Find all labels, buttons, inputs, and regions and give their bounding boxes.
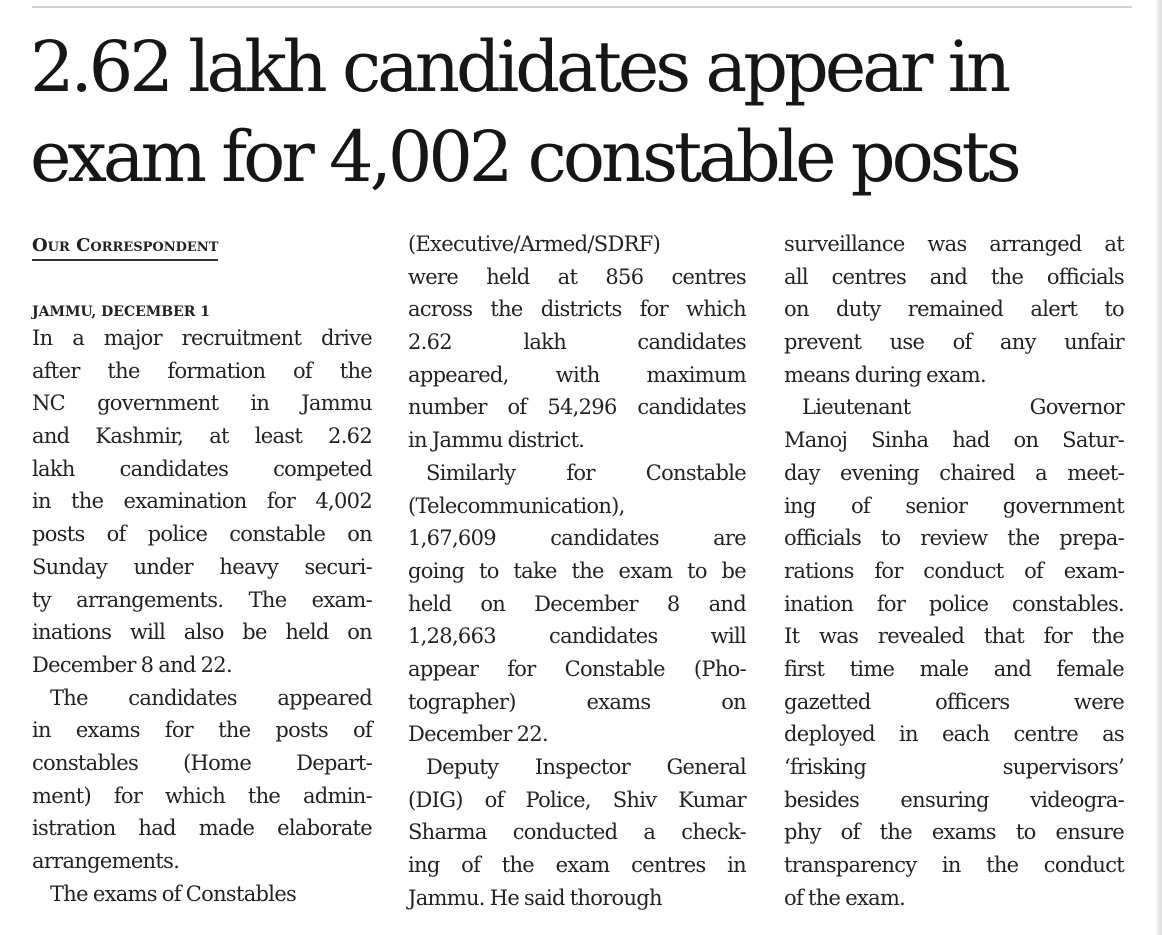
article-text-line: officials to review the prepa- bbox=[784, 526, 1124, 551]
article-text-line: across the districts for which bbox=[408, 297, 746, 322]
article-text-line: December 22. bbox=[408, 722, 548, 747]
article-text-line: 1,67,609 candidates are bbox=[408, 526, 746, 551]
article-text-line: Lieutenant Governor bbox=[802, 395, 1124, 420]
article-text-line: Jammu. He said thorough bbox=[408, 885, 662, 910]
article-text-line: and Kashmir, at least 2.62 bbox=[32, 424, 372, 449]
article-text-line: all centres and the officials bbox=[784, 264, 1124, 289]
article-column-1 bbox=[32, 228, 372, 910]
article-text-line: ment) for which the admin- bbox=[32, 783, 372, 808]
article-column-3 bbox=[784, 228, 1124, 914]
article-text-line: were held at 856 centres bbox=[408, 264, 746, 289]
article-text-line: It was revealed that for the bbox=[784, 624, 1124, 649]
article-text-line: The candidates appeared bbox=[50, 685, 372, 710]
article-text-line: arrangements. bbox=[32, 849, 180, 873]
article-text-line: appear for Constable (Pho- bbox=[408, 656, 746, 681]
article-text-line: posts of police constable on bbox=[32, 522, 372, 547]
article-text-line: constables (Home Depart- bbox=[32, 750, 372, 775]
article-text-line: in Jammu district. bbox=[408, 428, 585, 453]
article-text-line: prevent use of any unfair bbox=[784, 330, 1124, 355]
article-column-2 bbox=[408, 228, 746, 914]
article-text-line: appeared, with maximum bbox=[408, 362, 746, 387]
headline-line-1: 2.62 lakh candidates appear in bbox=[30, 26, 1008, 108]
column-1-body bbox=[32, 322, 372, 910]
article-text-line: going to take the exam to be bbox=[408, 558, 746, 583]
article-text-line: phy of the exams to ensure bbox=[784, 820, 1124, 845]
column-2-body bbox=[408, 228, 746, 914]
article-text-line: in the examination for 4,002 bbox=[32, 489, 372, 514]
article-text-line: deployed in each centre as bbox=[784, 722, 1124, 747]
article-text-line: NC government in Jammu bbox=[32, 391, 372, 416]
article-text-line: December 8 and 22. bbox=[32, 652, 232, 677]
article-text-line: ing of the exam centres in bbox=[408, 853, 746, 878]
article-text-line: Sharma conducted a check- bbox=[408, 820, 746, 845]
article-text-line: gazetted officers were bbox=[784, 689, 1124, 714]
article-text-line: tographer) exams on bbox=[408, 689, 746, 714]
article-text-line: 2.62 lakh candidates bbox=[408, 330, 746, 355]
article-text-line: Similarly for Constable bbox=[426, 460, 746, 485]
article-text-line: The exams of Constables bbox=[50, 881, 297, 906]
headline bbox=[30, 22, 1140, 202]
article-text-line: ination for police constables. bbox=[784, 591, 1124, 616]
article-text-line: Sunday under heavy securi- bbox=[32, 554, 372, 579]
article-text-line: after the formation of the bbox=[32, 358, 372, 383]
top-rule bbox=[32, 6, 1132, 8]
article-text-line: lakh candidates competed bbox=[32, 456, 372, 481]
article-text-line: means during exam. bbox=[784, 362, 986, 387]
article-text-line: (DIG) of Police, Shiv Kumar bbox=[408, 787, 746, 812]
article-text-line: day evening chaired a meet- bbox=[784, 460, 1124, 485]
article-text-line: ty arrangements. The exam- bbox=[32, 587, 372, 612]
article-text-line: Manoj Sinha had on Satur- bbox=[784, 428, 1124, 453]
article-text-line: of the exam. bbox=[784, 885, 906, 910]
article-text-line: on duty remained alert to bbox=[784, 297, 1124, 322]
headline-line-2: exam for 4,002 constable posts bbox=[30, 116, 1018, 198]
article-text-line: ‘frisking supervisors’ bbox=[784, 755, 1124, 779]
page-edge bbox=[1156, 0, 1162, 935]
byline: Our Correspondent bbox=[32, 233, 218, 261]
article-text-line: In a major recruitment drive bbox=[32, 326, 372, 350]
article-text-line: number of 54,296 candidates bbox=[408, 395, 746, 420]
article-text-line: transparency in the conduct bbox=[784, 853, 1124, 878]
article-text-line: surveillance was arranged at bbox=[784, 232, 1124, 256]
article-text-line: first time male and female bbox=[784, 656, 1124, 681]
article-text-line: ing of senior government bbox=[784, 493, 1124, 518]
article-text-line: istration had made elaborate bbox=[32, 816, 372, 841]
dateline: JAMMU, DECEMBER 1 bbox=[32, 304, 211, 320]
article-text-line: held on December 8 and bbox=[408, 591, 746, 616]
article-text-line: 1,28,663 candidates will bbox=[408, 624, 746, 649]
article-text-line: inations will also be held on bbox=[32, 620, 372, 645]
article-text-line: besides ensuring videogra- bbox=[784, 787, 1124, 812]
article-text-line: (Telecommunication), bbox=[408, 493, 625, 518]
article-text-line: in exams for the posts of bbox=[32, 718, 372, 743]
column-3-body bbox=[784, 228, 1124, 914]
article-text-line: (Executive/Armed/SDRF) bbox=[408, 232, 661, 256]
article-text-line: Deputy Inspector General bbox=[426, 755, 746, 779]
article-text-line: rations for conduct of exam- bbox=[784, 558, 1124, 583]
